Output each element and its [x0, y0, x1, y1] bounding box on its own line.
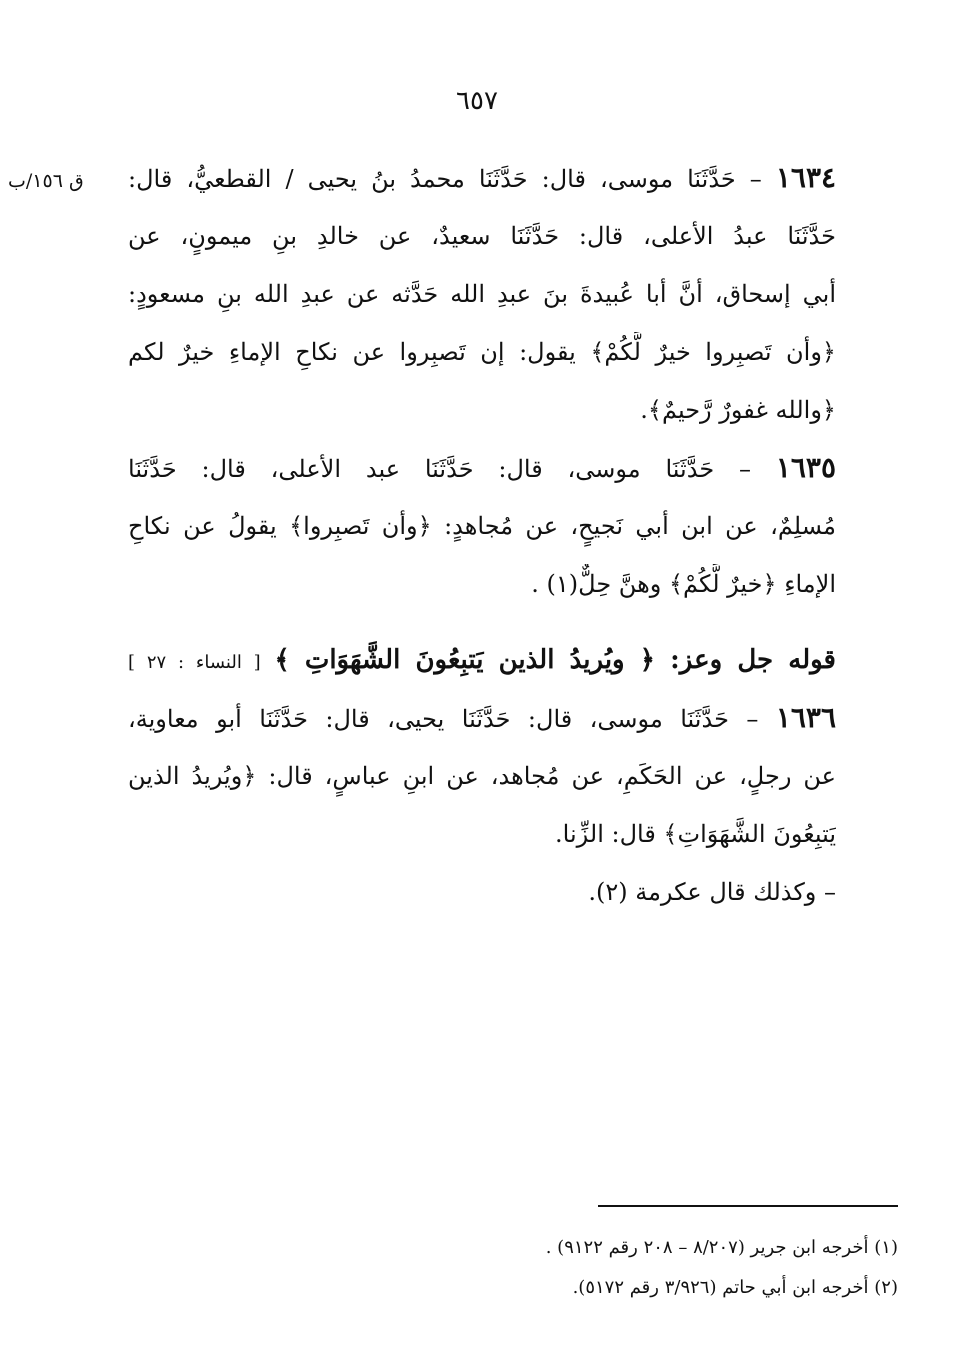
entry-1636-line-1 — [128, 698, 836, 756]
hadith-number: ١٦٣٤ — [775, 161, 836, 194]
entry-1636-line-3: يَتبِعُونَ الشَّهَوَاتِ﴾ قال: الزِّنا. — [555, 820, 836, 848]
main-text — [128, 158, 836, 930]
text-line: – حَدَّثَنَا موسى، قال: حَدَّثَنَا محمدُ بنُ يحيى / القطعيُّ، قال: — [128, 165, 762, 193]
page-number: ٦٥٧ — [456, 86, 498, 116]
section-gap — [128, 622, 836, 640]
manuscript-folio-note: ق ١٥٦/ب — [8, 170, 84, 192]
verse-heading — [128, 640, 836, 698]
footnote-2: (٢) أخرجه ابن أبي حاتم (٣/٩٢٦ رقم ٥١٧٢). — [572, 1277, 898, 1298]
entry-1634-line-3: أبي إسحاق، أنَّ أبا عُبيدةَ بنَ عبدِ الله حَدَّثه عن عبدِ الله بنِ مسعودٍ: — [128, 280, 836, 308]
text-line: – حَدَّثَنَا موسى، قال: حَدَّثَنَا عبد الأعلى، قال: حَدَّثَنَا — [128, 455, 751, 483]
verse-heading-text: قوله جل وعز: ﴿ ويُريدُ الذين يَتبِعُونَ الشَّهَوَاتِ ﴾ — [274, 645, 836, 675]
hadith-number: ١٦٣٥ — [775, 451, 836, 484]
footnotes — [330, 1228, 898, 1308]
entry-1634-line-4: ﴿وأن تَصبِروا خيرٌ لَّكُمْ﴾ يقول: إن تَصبِروا عن نكاحِ الإماءِ خيرٌ لكم — [128, 338, 836, 366]
entry-1634-line-2: حَدَّثَنَا عبدُ الأعلى، قال: حَدَّثَنَا سعيدٌ، عن خالدِ بنِ ميمونٍ، عن — [128, 222, 836, 250]
entry-1636-line-4: – وكذلك قال عكرمة (٢). — [588, 878, 836, 906]
text-line: – حَدَّثَنَا موسى، قال: حَدَّثَنَا يحيى، قال: حَدَّثَنَا أبو معاوية، — [128, 705, 759, 733]
footnote-1: (١) أخرجه ابن جرير (٨/٢٠٧ – ٢٠٨ رقم ٩١٢٢) . — [545, 1237, 898, 1258]
entry-1634-line-1 — [128, 158, 836, 216]
entry-1636-line-2: عن رجلٍ، عن الحَكَمِ، عن مُجاهد، عن ابنِ عباسٍ، قال: ﴿ويُريدُ الذين — [128, 762, 836, 790]
entry-1634-line-5: ﴿والله غفورٌ رَّحيمٌ﴾. — [640, 396, 836, 424]
footnote-divider — [598, 1205, 898, 1207]
verse-reference: [ النساء : ٢٧ ] — [128, 652, 261, 673]
entry-1635-line-1 — [128, 448, 836, 506]
entry-1635-line-2: مُسلِمٌ، عن ابن أبي نَجيحٍ، عن مُجاهدٍ: ﴿وأن تَصبِروا﴾ يقولُ عن نكاحِ — [128, 512, 836, 540]
entry-1635-line-3: الإماءِ ﴿خيرٌ لَّكُمْ﴾ وهنَّ حِلٌّ(١) . — [531, 570, 836, 598]
hadith-number: ١٦٣٦ — [775, 701, 836, 734]
